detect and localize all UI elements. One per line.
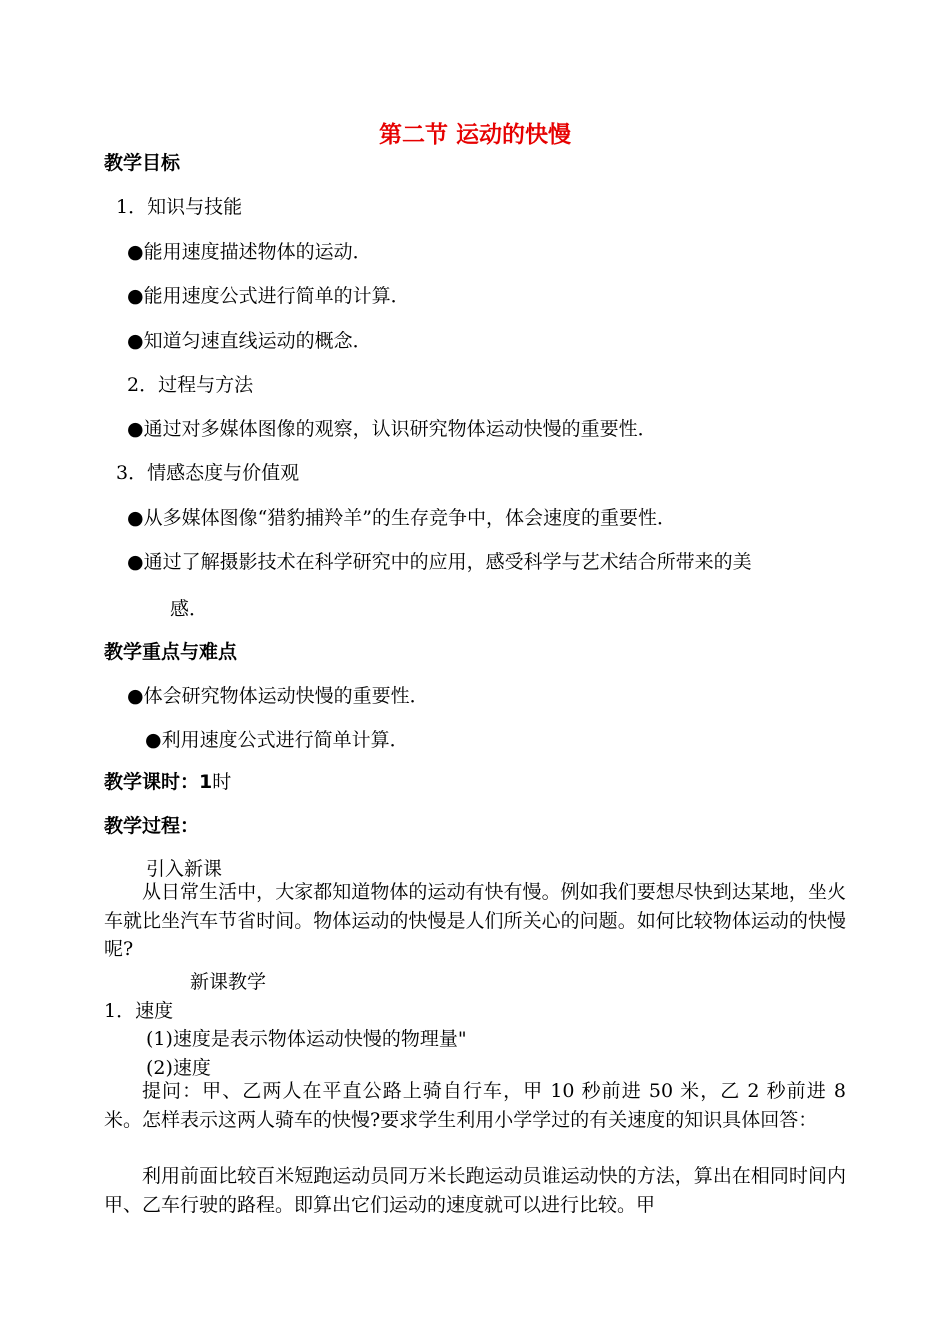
speed-point-2: (2)速度 [146,1057,211,1079]
new-lesson-label: 新课教学 [190,971,267,993]
answer-paragraph: 利用前面比较百米短跑运动员同万米长跑运动员谁运动快的方法，算出在相同时间内甲、乙车行驶的路程。即算出它们运动的速度就可以进行比较。甲 [104,1165,846,1216]
section-speed: 1．速度 [104,1000,174,1022]
speed-point-1: (1)速度是表示物体运动快慢的物理量" [146,1028,467,1050]
list-item: ●从多媒体图像“猎豹捕羚羊”的生存竞争中，体会速度的重要性． [127,507,677,529]
objectives-heading: 教学目标 [104,152,181,174]
list-item: ●利用速度公式进行简单计算． [145,729,409,751]
list-item: ●能用速度描述物体的运动． [127,241,372,263]
list-item-continuation: 感． [170,598,209,620]
page-title: 第二节 运动的快慢 [378,122,571,148]
section-emotion-attitude: 3．情感态度与价值观 [116,462,300,484]
intro-paragraph: 从日常生活中，大家都知道物体的运动有快有慢。例如我们要想尽快到达某地，坐火车就比坐汽车节省时间。物体运动的快慢是人们所关心的问题。如何比较物体运动的快慢呢? [104,881,846,960]
process-heading: 教学过程： [104,815,200,837]
list-item: ●能用速度公式进行简单的计算． [127,285,410,307]
class-hours-value: 1 [199,771,213,793]
class-hours-unit: 时 [212,771,232,793]
class-hours [104,767,231,794]
section-knowledge-skills: 1．知识与技能 [116,196,243,218]
class-hours-label: 教学课时： [104,771,200,793]
intro-label: 引入新课 [146,858,223,880]
keypoints-heading: 教学重点与难点 [104,641,238,663]
section-process-method: 2．过程与方法 [127,374,254,396]
list-item: ●通过对多媒体图像的观察，认识研究物体运动快慢的重要性． [127,418,657,440]
list-item: ●通过了解摄影技术在科学研究中的应用，感受科学与艺术结合所带来的美 [127,551,752,573]
question-paragraph: 提问：甲、乙两人在平直公路上骑自行车，甲 10 秒前进 50 米，乙 2 秒前进 8 米。怎样表示这两人骑车的快慢?要求学生利用小学学过的有关速度的知识具体回答： [104,1080,846,1131]
list-item: ●体会研究物体运动快慢的重要性． [127,685,429,707]
list-item: ●知道匀速直线运动的概念． [127,330,372,352]
